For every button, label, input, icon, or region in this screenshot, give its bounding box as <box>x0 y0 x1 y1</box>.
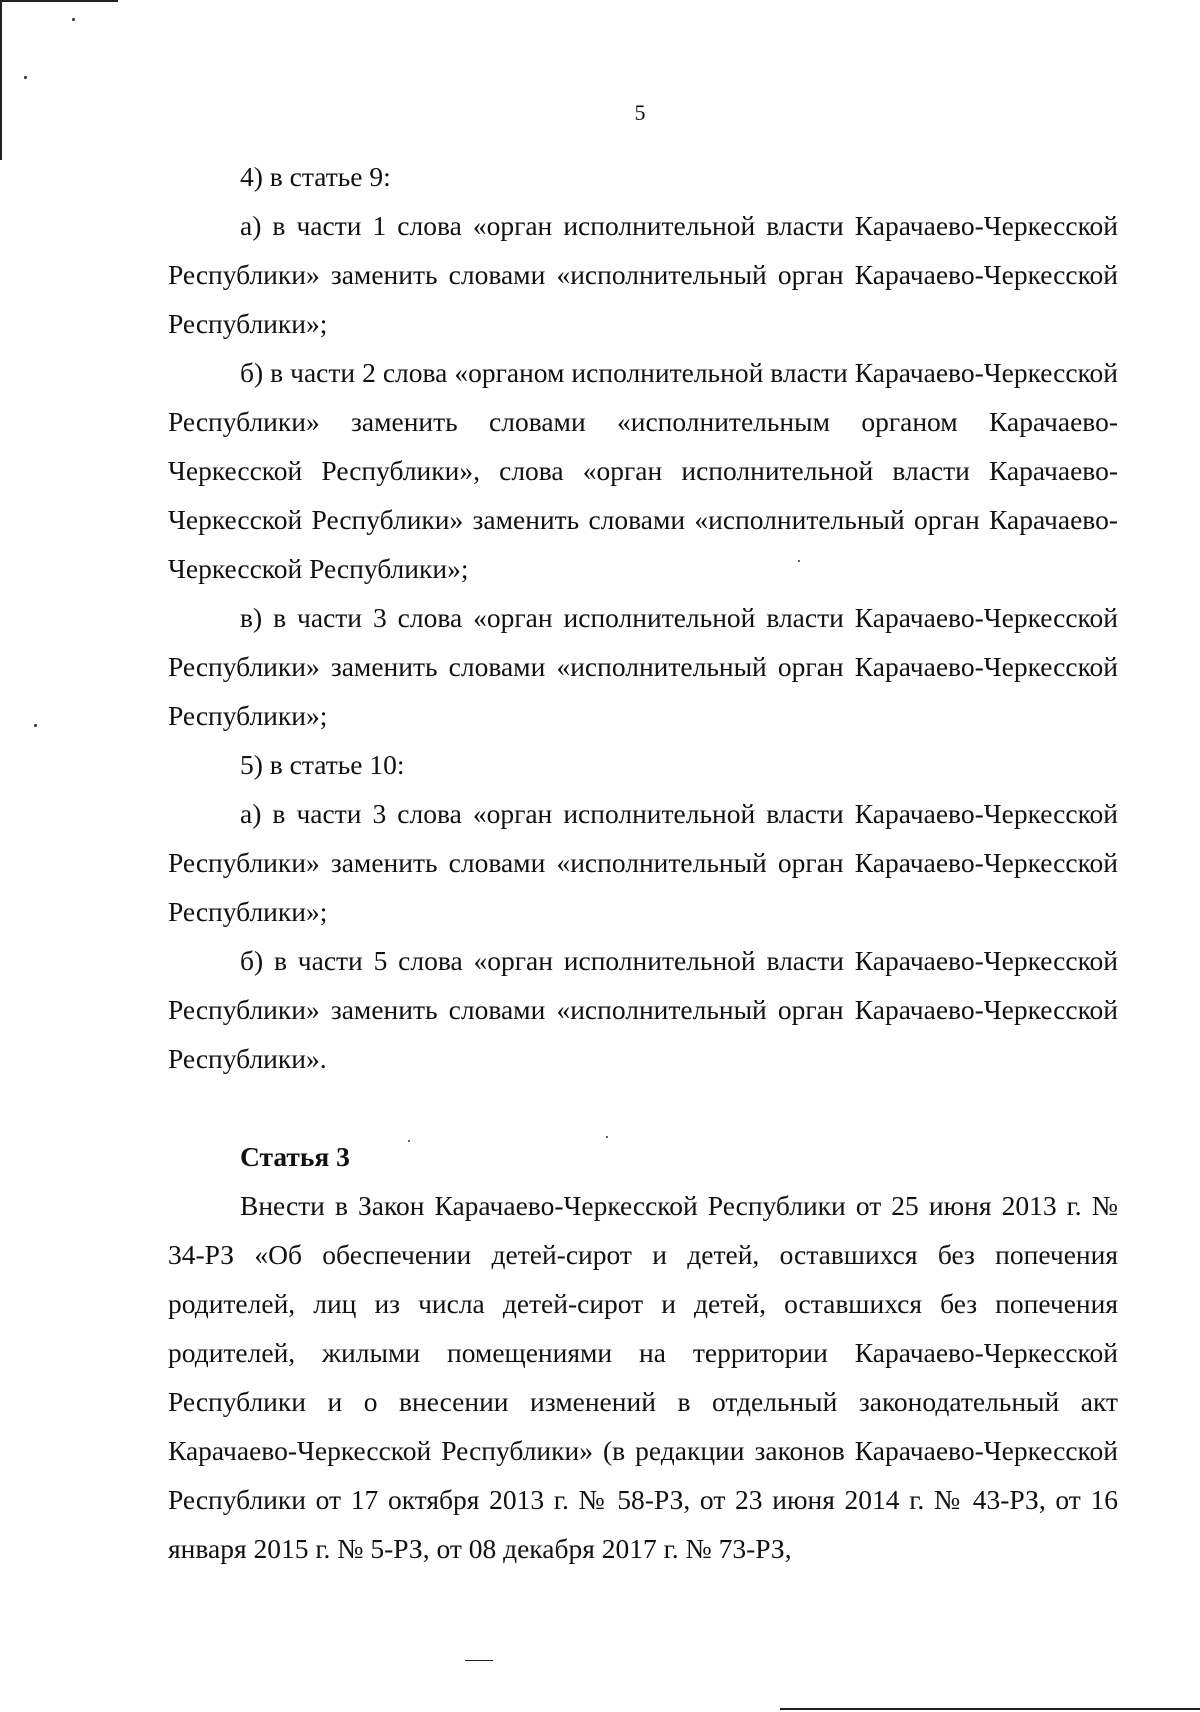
paragraph-subitem-b: б) в части 2 слова «органом исполнительной власти Карачаево-Черкесской Республики» заменить словами «исполнительным органом Карачаево-Черкесской Республики», слова «орган исполнительной власти Карачаево-Черкесской Республики» заменить словами «исполнительный орган Карачаево-Черкесской Республики»; <box>168 357 1118 584</box>
paragraph-item-5: 5) в статье 10: <box>240 749 405 780</box>
scan-edge-line-top <box>0 0 118 2</box>
scan-edge-line-left <box>0 0 2 160</box>
document-body <box>168 152 1118 1573</box>
scan-speck <box>34 724 37 727</box>
paragraph-item-4: 4) в статье 9: <box>240 161 391 192</box>
article-paragraph: Внести в Закон Карачаево-Черкесской Республики от 25 июня 2013 г. № 34-РЗ «Об обеспечении детей-сирот и детей, оставшихся без попечения родителей, лиц из числа детей-сирот и детей, оставшихся без попечения родителей, жилыми помещениями на территории Карачаево-Черкесской Республики и о внесении изменений в отдельный законодательный акт Карачаево-Черкесской Республики» (в редакции законов Карачаево-Черкесской Республики от 17 октября 2013 г. № 58-РЗ, от 23 июня 2014 г. № 43-РЗ, от 16 января 2015 г. № 5-РЗ, от 08 декабря 2017 г. № 73-РЗ, <box>168 1190 1118 1564</box>
paragraph-subitem-v: в) в части 3 слова «орган исполнительной власти Карачаево-Черкесской Республики» заменить словами «исполнительный орган Карачаево-Черкесской Республики»; <box>168 602 1118 731</box>
article-heading: Статья 3 <box>240 1141 350 1172</box>
scan-speck <box>24 76 27 79</box>
scan-dash <box>465 1660 493 1661</box>
page-number: 5 <box>634 100 646 125</box>
scan-speck <box>72 18 75 21</box>
paragraph-subitem-b-2: б) в части 5 слова «орган исполнительной власти Карачаево-Черкесской Республики» заменить словами «исполнительный орган Карачаево-Черкесской Республики». <box>168 945 1118 1074</box>
paragraph-subitem-a-2: а) в части 3 слова «орган исполнительной власти Карачаево-Черкесской Республики» заменить словами «исполнительный орган Карачаево-Черкесской Республики»; <box>168 798 1118 927</box>
scan-edge-line-bottom <box>780 1708 1200 1710</box>
paragraph-subitem-a: а) в части 1 слова «орган исполнительной власти Карачаево-Черкесской Республики» заменить словами «исполнительный орган Карачаево-Черкесской Республики»; <box>168 210 1118 339</box>
